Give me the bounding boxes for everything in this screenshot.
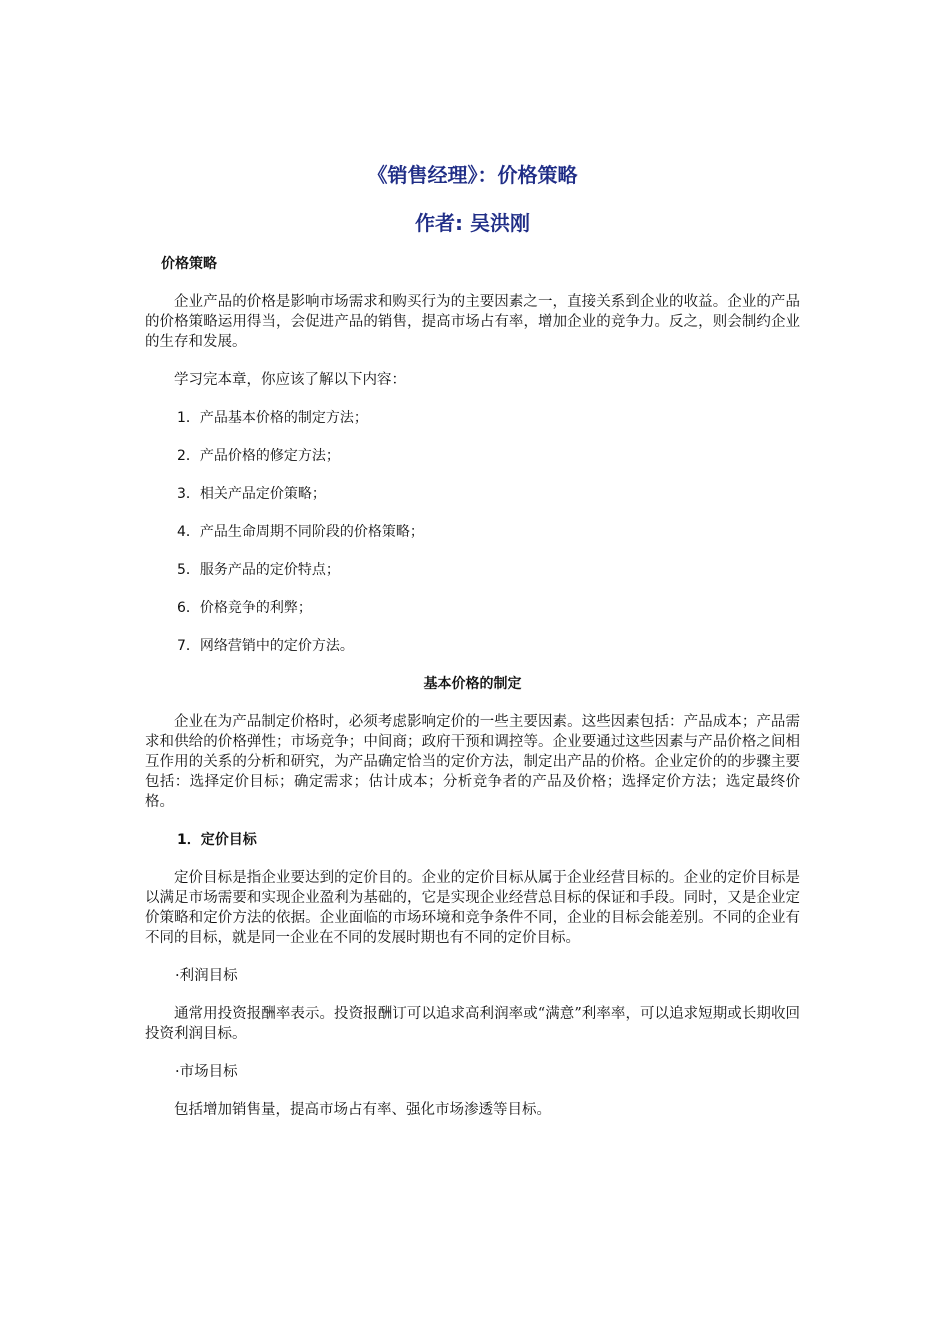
profit-goal-label: ·利润目标 — [175, 968, 238, 984]
list-item: 3．相关产品定价策略； — [177, 486, 326, 502]
market-goal-paragraph: 包括增加销售量，提高市场占有率、强化市场渗透等目标。 — [174, 1102, 551, 1118]
list-item: 2．产品价格的修定方法； — [177, 448, 340, 464]
market-goal-label: ·市场目标 — [175, 1064, 238, 1080]
learn-intro: 学习完本章，你应该了解以下内容： — [174, 372, 406, 388]
document-title: 《销售经理》：价格策略 — [367, 163, 578, 187]
intro-paragraph: 企业产品的价格是影响市场需求和购买行为的主要因素之一，直接关系到企业的收益。企业的产品的价格策略运用得当，会促进产品的销售，提高市场占有率，增加企业的竞争力。反之，则会制约企业的生存和发展。 — [145, 294, 800, 350]
basic-price-paragraph: 企业在为产品制定价格时，必须考虑影响定价的一些主要因素。这些因素包括：产品成本；产品需求和供给的价格弹性；市场竞争；中间商；政府干预和调控等。企业要通过这些因素与产品价格之间相互作用的关系的分析和研究，为产品确定恰当的定价方法，制定出产品的价格。企业定价的的步骤主要包括：选择定价目标；确定需求；估计成本；分析竞争者的产品及价格；选择定价方法；选定最终价格。 — [145, 714, 800, 810]
section-heading-basic-price: 基本价格的制定 — [423, 676, 522, 692]
list-item: 6．价格竞争的利弊； — [177, 600, 312, 616]
list-item: 7．网络营销中的定价方法。 — [177, 638, 354, 654]
section-heading-pricing-strategy: 价格策略 — [161, 256, 217, 272]
list-item: 4．产品生命周期不同阶段的价格策略； — [177, 524, 424, 540]
pricing-goal-paragraph: 定价目标是指企业要达到的定价目的。企业的定价目标从属于企业经营目标的。企业的定价目标是以满足市场需要和实现企业盈利为基础的，它是实现企业经营总目标的保证和手段。同时，又是企业定价策略和定价方法的依据。企业面临的市场环境和竞争条件不同，企业的目标会能差别。不同的企业有不同的目标，就是同一企业在不同的发展时期也有不同的定价目标。 — [145, 870, 800, 946]
document-author: 作者: 吴洪刚 — [415, 211, 530, 235]
document-page — [145, 160, 800, 1120]
list-item: 5．服务产品的定价特点； — [177, 562, 340, 578]
list-item: 1．产品基本价格的制定方法； — [177, 410, 368, 426]
profit-goal-paragraph: 通常用投资报酬率表示。投资报酬订可以追求高利润率或“满意”利率率，可以追求短期或长期收回投资利润目标。 — [145, 1006, 800, 1042]
subheading-pricing-goal: 1．定价目标 — [177, 832, 257, 848]
